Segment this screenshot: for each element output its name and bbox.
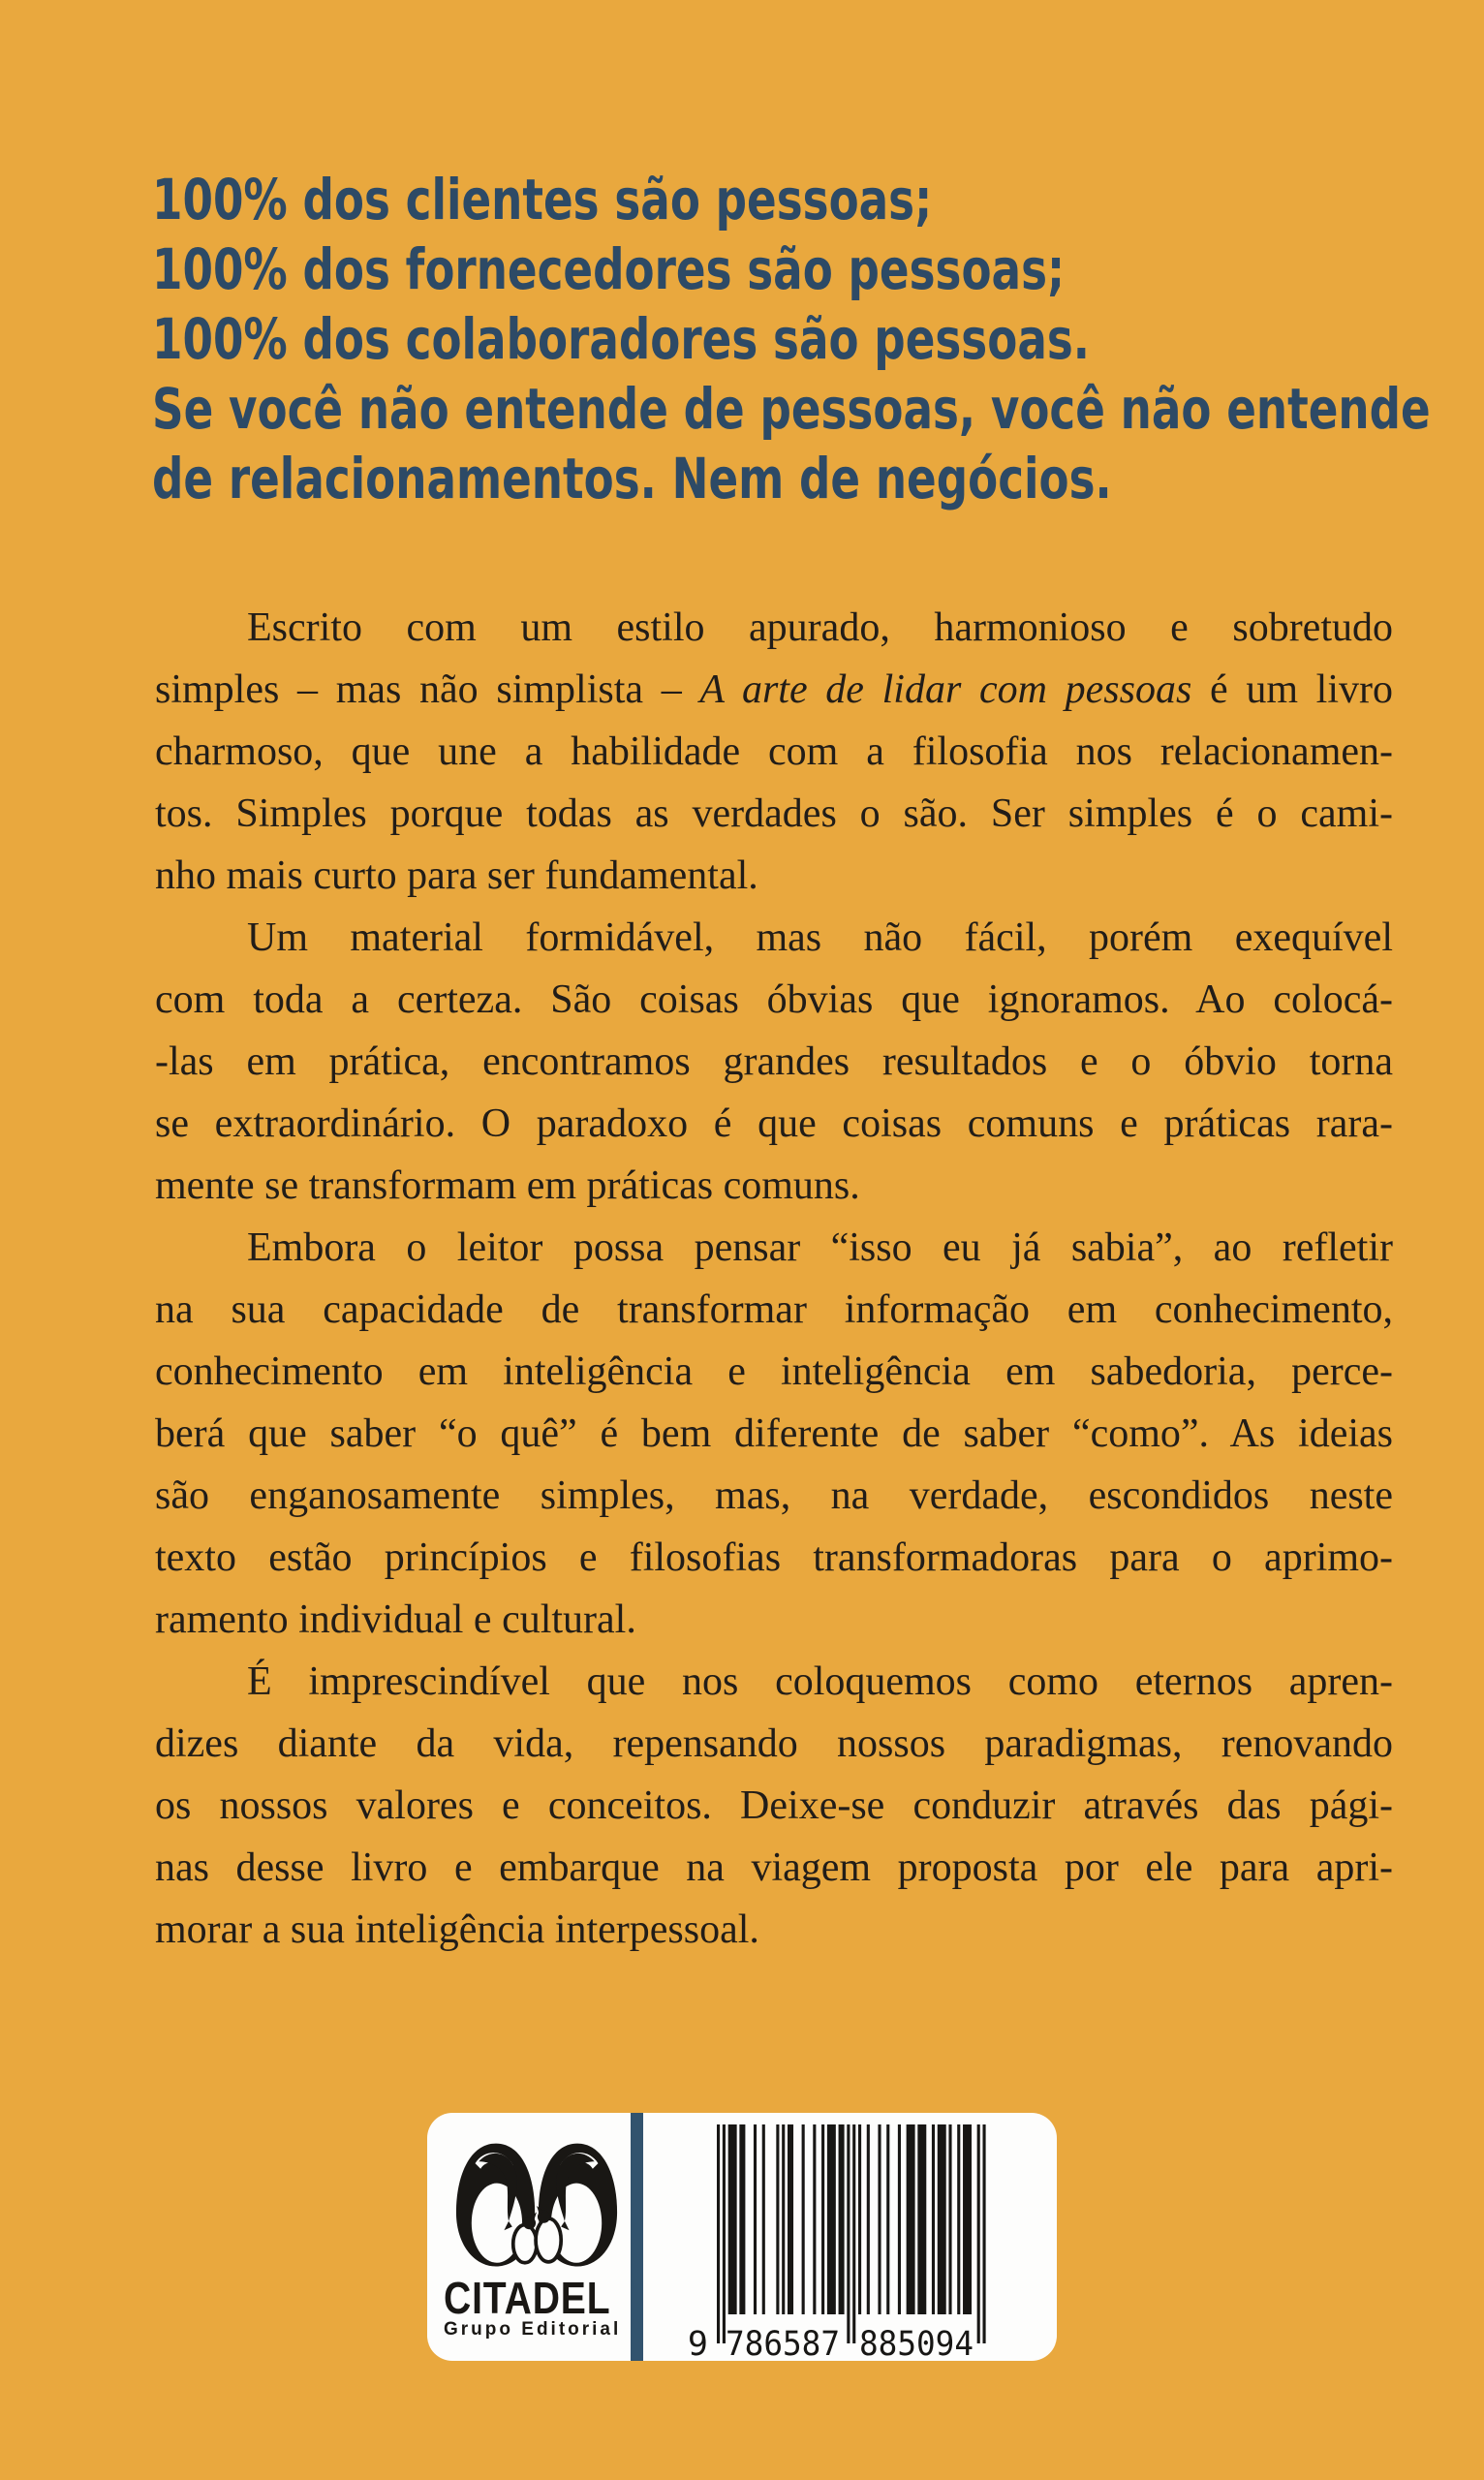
book-title-italic: A arte de lidar com pessoas — [699, 667, 1192, 712]
body-text-segment: Embora o leitor possa pensar “isso eu já sabia”, ao refletir — [247, 1225, 1393, 1270]
body-line — [155, 1651, 1393, 1713]
divider-bar — [631, 2113, 643, 2361]
body-text-segment: dizes diante da vida, repensando nossos paradigmas, renovando — [155, 1721, 1393, 1766]
body-text-segment: Um material formidável, mas não fácil, porém exequível — [247, 915, 1393, 960]
body-text-segment: simples – mas não simplista – — [155, 667, 700, 712]
body-line — [155, 1279, 1393, 1341]
body-line — [155, 1403, 1393, 1465]
isbn-digit-prefix: 9 — [687, 2325, 708, 2361]
headline-line: Se você não entende de pessoas, você não entende — [152, 376, 1431, 442]
body-text-segment: berá que saber “o quê” é bem diferente de saber “como”. As ideias — [155, 1411, 1393, 1456]
body-text-segment: com toda a certeza. São coisas óbvias que ignoramos. Ao colocá- — [155, 977, 1393, 1022]
headline-line: 100% dos fornecedores são pessoas; — [152, 236, 1066, 302]
isbn-barcode — [669, 2124, 1018, 2361]
synopsis-text — [155, 597, 1393, 1961]
body-text-segment: mente se transformam em práticas comuns. — [155, 1163, 860, 1208]
body-line — [155, 1589, 1393, 1651]
body-line — [155, 845, 1393, 907]
body-line — [155, 659, 1393, 721]
penguins-logo-icon — [442, 2138, 632, 2274]
headline-line: 100% dos clientes são pessoas; — [152, 167, 933, 232]
body-text-segment: é um livro — [1191, 667, 1394, 712]
body-line — [155, 1155, 1393, 1217]
headline-line: 100% dos colaboradores são pessoas. — [152, 306, 1090, 372]
body-line — [155, 721, 1393, 783]
isbn-digits-right: 885094 — [859, 2325, 974, 2361]
body-text-segment: se extraordinário. O paradoxo é que coisas comuns e práticas rara- — [155, 1101, 1393, 1146]
body-text-segment: nho mais curto para ser fundamental. — [155, 853, 758, 898]
body-line — [155, 969, 1393, 1031]
body-text-segment: são enganosamente simples, mas, na verdade, escondidos neste — [155, 1473, 1393, 1518]
body-text-segment: tos. Simples porque todas as verdades o são. Ser simples é o cami- — [155, 791, 1393, 836]
publisher-subtitle: Grupo Editorial — [444, 2319, 622, 2340]
body-line — [155, 1527, 1393, 1589]
body-text-segment: conhecimento em inteligência e inteligência em sabedoria, perce- — [155, 1349, 1393, 1394]
body-text-segment: É imprescindível que nos coloquemos como eternos apren- — [247, 1659, 1393, 1704]
body-line — [155, 1899, 1393, 1961]
body-line — [155, 1093, 1393, 1155]
body-line — [155, 1031, 1393, 1093]
body-text-segment: nas desse livro e embarque na viagem proposta por ele para apri- — [155, 1845, 1393, 1890]
headline-block — [152, 165, 1484, 513]
body-text-segment: os nossos valores e conceitos. Deixe-se conduzir através das pági- — [155, 1783, 1393, 1828]
body-text-segment: -las em prática, encontramos grandes resultados e o óbvio torna — [155, 1039, 1393, 1084]
body-line — [155, 597, 1393, 659]
body-line — [155, 1713, 1393, 1775]
body-text-segment: charmoso, que une a habilidade com a filosofia nos relacionamen- — [155, 729, 1393, 774]
body-line — [155, 1465, 1393, 1527]
isbn-digits-left: 786587 — [726, 2325, 840, 2361]
body-line — [155, 783, 1393, 845]
body-line — [155, 1341, 1393, 1403]
body-text-segment: na sua capacidade de transformar informação em conhecimento, — [155, 1287, 1393, 1332]
body-text-segment: Escrito com um estilo apurado, harmonioso e sobretudo — [247, 605, 1393, 650]
publisher-name: CITADEL — [444, 2273, 611, 2323]
body-line — [155, 1775, 1393, 1837]
body-line — [155, 907, 1393, 969]
body-text-segment: texto estão princípios e filosofias transformadoras para o aprimo- — [155, 1535, 1393, 1580]
body-text-segment: ramento individual e cultural. — [155, 1597, 636, 1642]
headline-line: de relacionamentos. Nem de negócios. — [152, 446, 1112, 512]
body-line — [155, 1217, 1393, 1279]
body-line — [155, 1837, 1393, 1899]
body-text-segment: morar a sua inteligência interpessoal. — [155, 1907, 759, 1952]
barcode-bars — [717, 2124, 986, 2343]
publisher-barcode-plate — [427, 2113, 1057, 2361]
